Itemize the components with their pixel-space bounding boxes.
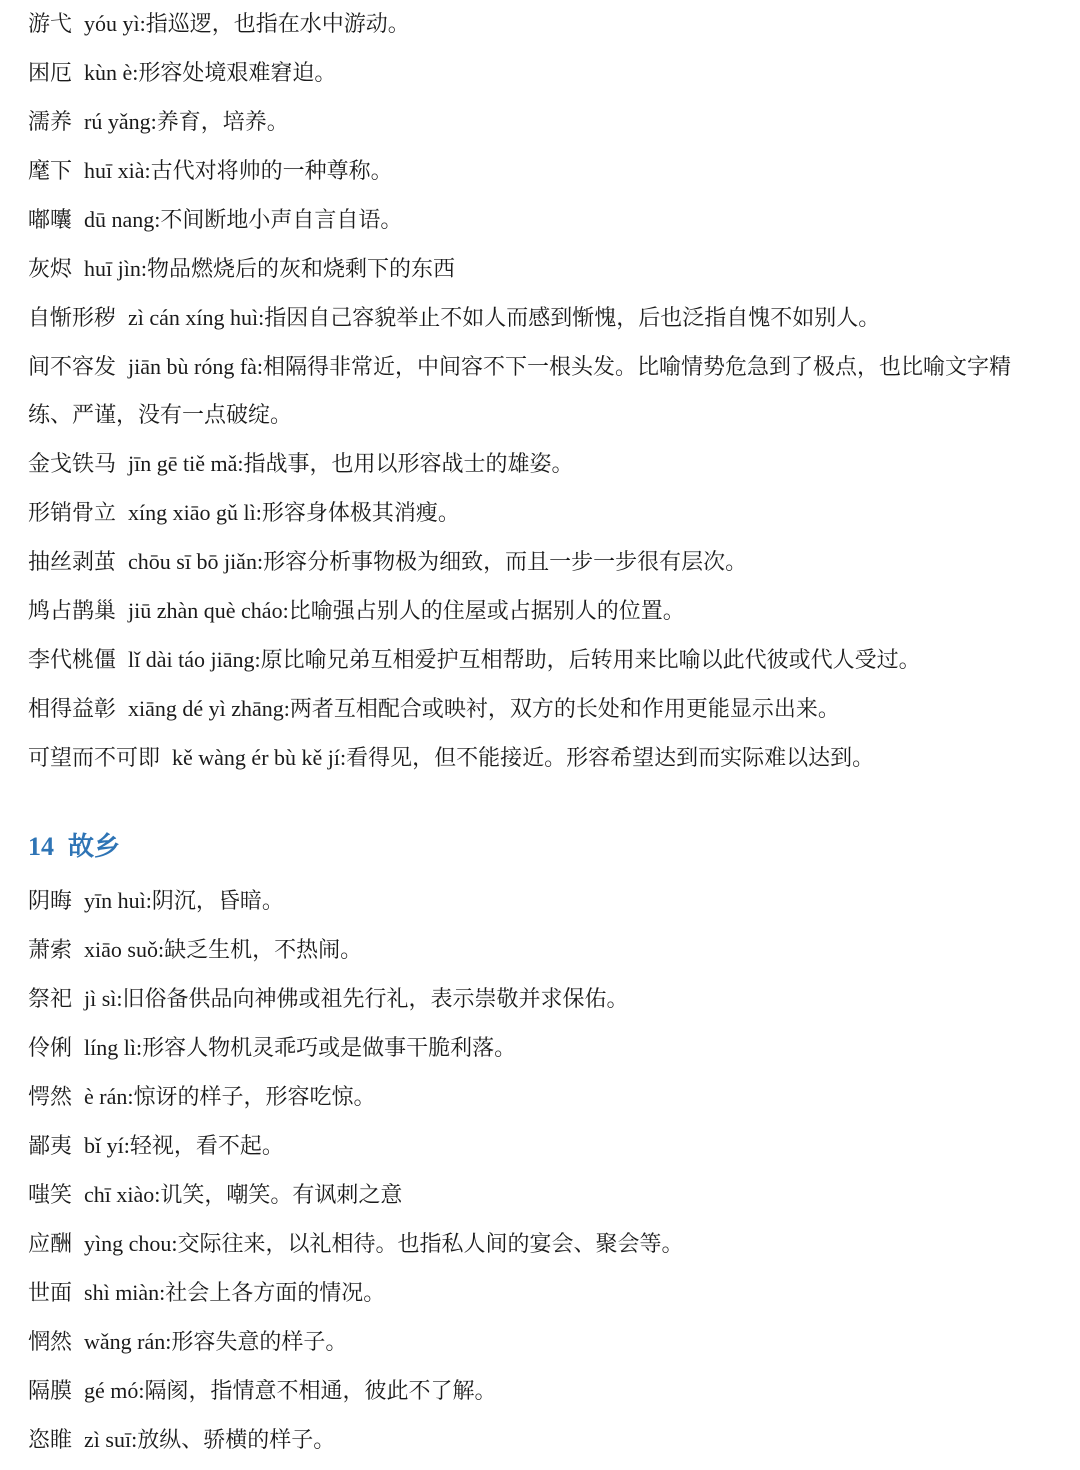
vocabulary-entry	[28, 1367, 1060, 1416]
entry-word: 游弋	[28, 12, 73, 37]
entry-pinyin: gé mó:	[84, 1378, 145, 1403]
vocabulary-entry	[28, 1269, 1060, 1318]
entry-pinyin: zì cán xíng huì:	[128, 305, 265, 330]
section-number: 14	[28, 832, 54, 861]
entry-definition: 形容分析事物极为细致，而且一步一步很有层次。	[263, 550, 748, 575]
entry-pinyin: huī jìn:	[84, 256, 147, 281]
vocabulary-entry	[28, 98, 1060, 147]
entry-word: 隔膜	[28, 1379, 73, 1404]
entry-pinyin: jiū zhàn què cháo:	[128, 598, 289, 623]
entry-definition: 养育，培养。	[156, 110, 289, 135]
entry-word: 嘟囔	[28, 208, 73, 233]
entry-word: 世面	[28, 1281, 73, 1306]
entry-word: 鸠占鹊巢	[28, 599, 117, 624]
entry-definition: 形容人物机灵乖巧或是做事干脆利落。	[142, 1036, 517, 1061]
entry-word: 祭祀	[28, 987, 73, 1012]
entry-pinyin: zì suī:	[84, 1427, 138, 1452]
entry-definition: 旧俗备供品向神佛或祖先行礼，表示崇敬并求保佑。	[122, 987, 629, 1012]
entry-pinyin: yīn huì:	[84, 888, 152, 913]
entry-word: 相得益彰	[28, 697, 117, 722]
entry-pinyin: shì miàn:	[84, 1280, 166, 1305]
entry-pinyin: yìng chou:	[84, 1231, 178, 1256]
vocabulary-entry	[28, 1024, 1060, 1073]
entry-word: 困厄	[28, 61, 73, 86]
entry-pinyin: yóu yì:	[84, 11, 146, 36]
entry-word: 恣睢	[28, 1428, 73, 1453]
entry-word: 灰烬	[28, 257, 73, 282]
vocabulary-entry	[28, 0, 1060, 49]
entry-definition: 讥笑，嘲笑。有讽刺之意	[160, 1183, 403, 1208]
entry-definition: 形容失意的样子。	[171, 1330, 348, 1355]
entry-definition: 指巡逻，也指在水中游动。	[145, 12, 410, 37]
vocabulary-entry	[28, 975, 1060, 1024]
entry-pinyin: xiāo suǒ:	[84, 937, 165, 962]
vocabulary-entry	[28, 245, 1060, 294]
vocabulary-list-b	[28, 877, 1060, 1465]
vocabulary-entry	[28, 343, 1038, 440]
entry-definition: 交际往来，以礼相待。也指私人间的宴会、聚会等。	[177, 1232, 684, 1257]
entry-word: 抽丝剥茧	[28, 550, 117, 575]
entry-pinyin: kùn è:	[84, 60, 139, 85]
vocabulary-entry	[28, 196, 1060, 245]
entry-pinyin: è rán:	[84, 1084, 134, 1109]
entry-definition: 比喻强占别人的住屋或占据别人的位置。	[288, 599, 685, 624]
entry-definition: 不间断地小声自言自语。	[160, 208, 403, 233]
entry-pinyin: xíng xiāo gǔ lì:	[128, 500, 262, 525]
vocabulary-entry	[28, 1318, 1060, 1367]
entry-word: 阴晦	[28, 889, 73, 914]
entry-definition: 古代对将帅的一种尊称。	[150, 159, 393, 184]
vocabulary-entry	[28, 489, 1060, 538]
entry-pinyin: bǐ yí:	[84, 1133, 130, 1158]
entry-definition: 阴沉，昏暗。	[151, 889, 284, 914]
vocabulary-entry	[28, 685, 1060, 734]
entry-pinyin: rú yǎng:	[84, 109, 157, 134]
entry-word: 金戈铁马	[28, 452, 117, 477]
entry-word: 可望而不可即	[28, 746, 161, 771]
entry-pinyin: lǐ dài táo jiāng:	[128, 647, 261, 672]
entry-definition: 放纵、骄横的样子。	[137, 1428, 336, 1453]
entry-definition: 缺乏生机，不热闹。	[164, 938, 363, 963]
vocabulary-entry	[28, 1171, 1060, 1220]
entry-word: 萧索	[28, 938, 73, 963]
entry-pinyin: líng lì:	[84, 1035, 143, 1060]
vocabulary-entry	[28, 926, 1060, 975]
entry-pinyin: xiāng dé yì zhāng:	[128, 696, 290, 721]
entry-pinyin: chī xiào:	[84, 1182, 161, 1207]
section-title: 故乡	[68, 832, 121, 862]
entry-definition: 隔阂，指情意不相通，彼此不了解。	[144, 1379, 497, 1404]
entry-definition: 看得见，但不能接近。形容希望达到而实际难以达到。	[346, 746, 875, 771]
vocabulary-entry	[28, 587, 1060, 636]
entry-definition: 形容身体极其消瘦。	[261, 501, 460, 526]
entry-word: 愕然	[28, 1085, 73, 1110]
entry-definition: 惊讶的样子，形容吃惊。	[133, 1085, 376, 1110]
vocabulary-entry	[28, 636, 1060, 685]
entry-pinyin: jīn gē tiě mǎ:	[128, 451, 244, 476]
entry-word: 自惭形秽	[28, 306, 117, 331]
entry-word: 鄙夷	[28, 1134, 73, 1159]
entry-definition: 物品燃烧后的灰和烧剩下的东西	[146, 257, 455, 282]
entry-pinyin: kě wàng ér bù kě jí:	[172, 745, 347, 770]
entry-pinyin: dū nang:	[84, 207, 161, 232]
entry-word: 李代桃僵	[28, 648, 117, 673]
entry-word: 应酬	[28, 1232, 73, 1257]
entry-word: 嗤笑	[28, 1183, 73, 1208]
vocabulary-entry	[28, 49, 1060, 98]
vocabulary-entry	[28, 1073, 1060, 1122]
entry-word: 麾下	[28, 159, 73, 184]
entry-definition: 两者互相配合或映衬，双方的长处和作用更能显示出来。	[289, 697, 840, 722]
vocabulary-entry	[28, 440, 1060, 489]
entry-word: 形销骨立	[28, 501, 117, 526]
entry-definition: 形容处境艰难窘迫。	[138, 61, 337, 86]
entry-definition: 指因自己容貌举止不如人而感到惭愧，后也泛指自愧不如别人。	[264, 306, 881, 331]
entry-word: 间不容发	[28, 355, 117, 380]
entry-word: 伶俐	[28, 1036, 73, 1061]
vocabulary-list-a	[28, 0, 1060, 783]
entry-pinyin: jì sì:	[84, 986, 123, 1011]
vocabulary-entry	[28, 294, 1060, 343]
entry-pinyin: huī xià:	[84, 158, 151, 183]
vocabulary-entry	[28, 147, 1060, 196]
entry-pinyin: chōu sī bō jiǎn:	[128, 549, 264, 574]
entry-pinyin: wǎng rán:	[84, 1329, 172, 1354]
vocabulary-entry	[28, 1416, 1060, 1465]
entry-pinyin: jiān bù róng fà:	[128, 354, 264, 379]
entry-word: 濡养	[28, 110, 73, 135]
section-heading	[28, 823, 1060, 871]
vocabulary-page	[28, 0, 1060, 1465]
vocabulary-entry	[28, 538, 1060, 587]
entry-definition: 指战事，也用以形容战士的雄姿。	[243, 452, 574, 477]
entry-definition: 原比喻兄弟互相爱护互相帮助，后转用来比喻以此代彼或代人受过。	[260, 648, 921, 673]
entry-definition: 轻视，看不起。	[129, 1134, 284, 1159]
entry-definition: 相隔得非常近，中间容不下一根头发。比喻情势危急到了极点，也比喻文字精练、严谨，没有一点破绽。	[28, 355, 1012, 428]
vocabulary-entry	[28, 734, 1060, 783]
vocabulary-entry	[28, 877, 1060, 926]
entry-definition: 社会上各方面的情况。	[165, 1281, 386, 1306]
vocabulary-entry	[28, 1220, 1060, 1269]
vocabulary-entry	[28, 1122, 1060, 1171]
entry-word: 惘然	[28, 1330, 73, 1355]
